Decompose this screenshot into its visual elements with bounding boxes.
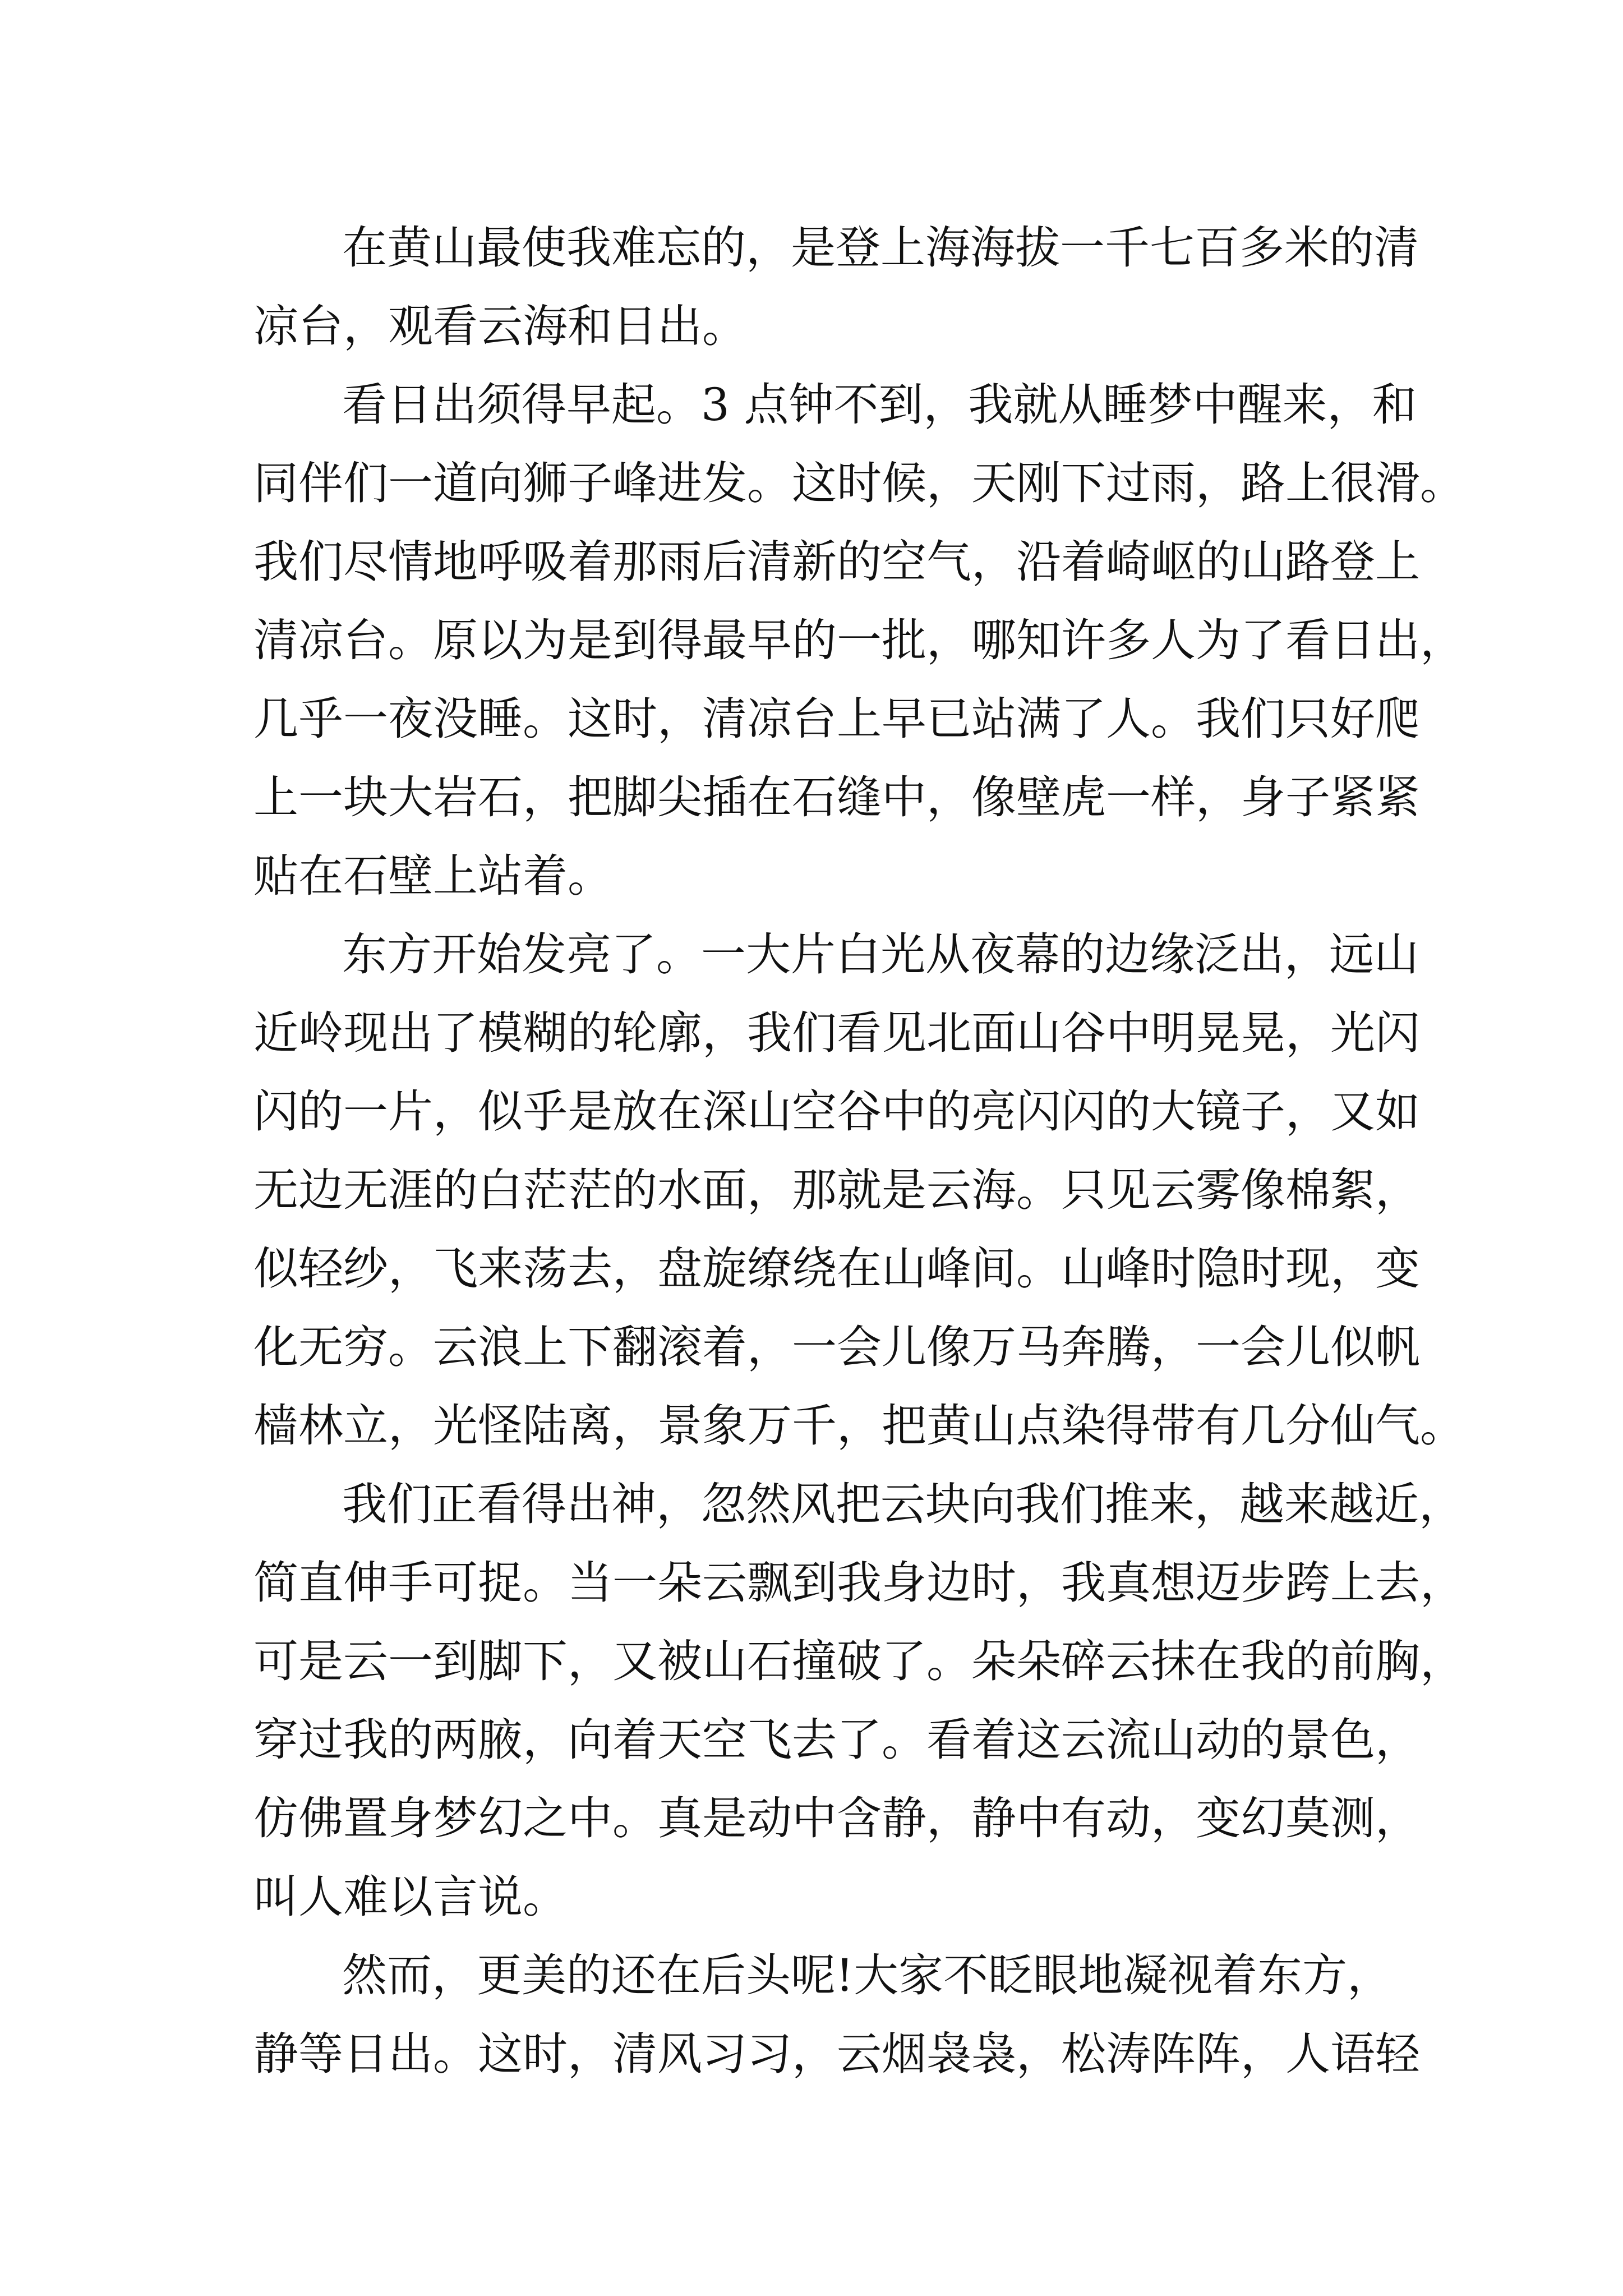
text-line: 似轻纱，飞来荡去，盘旋缭绕在山峰间。山峰时隐时现，变 bbox=[253, 1243, 1420, 1295]
text-line: 仿佛置身梦幻之中。真是动中含静，静中有动，变幻莫测， bbox=[253, 1792, 1420, 1844]
text-line: 看日出须得早起。3 点钟不到，我就从睡梦中醒来，和 bbox=[342, 379, 1417, 431]
text-line: 简直伸手可捉。当一朵云飘到我身边时，我真想迈步跨上去， bbox=[253, 1557, 1465, 1609]
text-line: 贴在石壁上站着。 bbox=[253, 850, 612, 902]
text-line: 上一块大岩石，把脚尖插在石缝中，像壁虎一样，身子紧紧 bbox=[253, 771, 1420, 823]
text-line: 静等日出。这时，清风习习，云烟袅袅，松涛阵阵，人语轻 bbox=[253, 2028, 1420, 2080]
text-line: 我们尽情地呼吸着那雨后清新的空气，沿着崎岖的山路登上 bbox=[253, 536, 1420, 588]
text-line: 东方开始发亮了。一大片白光从夜幕的边缘泛出，远山 bbox=[342, 928, 1419, 981]
text-line: 叫人难以言说。 bbox=[253, 1871, 568, 1923]
text-line: 几乎一夜没睡。这时，清凉台上早已站满了人。我们只好爬 bbox=[253, 693, 1420, 745]
text-line: 我们正看得出神，忽然风把云块向我们推来，越来越近， bbox=[342, 1478, 1464, 1530]
text-line: 樯林立，光怪陆离，景象万千，把黄山点染得带有几分仙气。 bbox=[253, 1400, 1465, 1452]
text-line: 近岭现出了模糊的轮廓，我们看见北面山谷中明晃晃，光闪 bbox=[253, 1007, 1420, 1059]
text-line: 同伴们一道向狮子峰进发。这时候，天刚下过雨，路上很滑。 bbox=[253, 457, 1465, 509]
text-line: 穿过我的两腋，向着天空飞去了。看着这云流山动的景色， bbox=[253, 1714, 1420, 1766]
text-line: 化无穷。云浪上下翻滚着，一会儿像万马奔腾，一会儿似帆 bbox=[253, 1321, 1420, 1373]
text-line: 在黄山最使我难忘的，是登上海海拔一千七百多米的清 bbox=[342, 222, 1419, 274]
text-line: 然而，更美的还在后头呢!大家不眨眼地凝视着东方， bbox=[342, 1949, 1393, 2001]
text-line: 无边无涯的白茫茫的水面，那就是云海。只见云雾像棉絮， bbox=[253, 1164, 1420, 1216]
text-line: 凉台，观看云海和日出。 bbox=[253, 300, 747, 352]
text-line: 闪的一片，似乎是放在深山空谷中的亮闪闪的大镜子，又如 bbox=[253, 1085, 1420, 1138]
text-line: 可是云一到脚下，又被山石撞破了。朵朵碎云抹在我的前胸， bbox=[253, 1635, 1465, 1687]
text-line: 清凉台。原以为是到得最早的一批，哪知许多人为了看日出， bbox=[253, 614, 1465, 666]
